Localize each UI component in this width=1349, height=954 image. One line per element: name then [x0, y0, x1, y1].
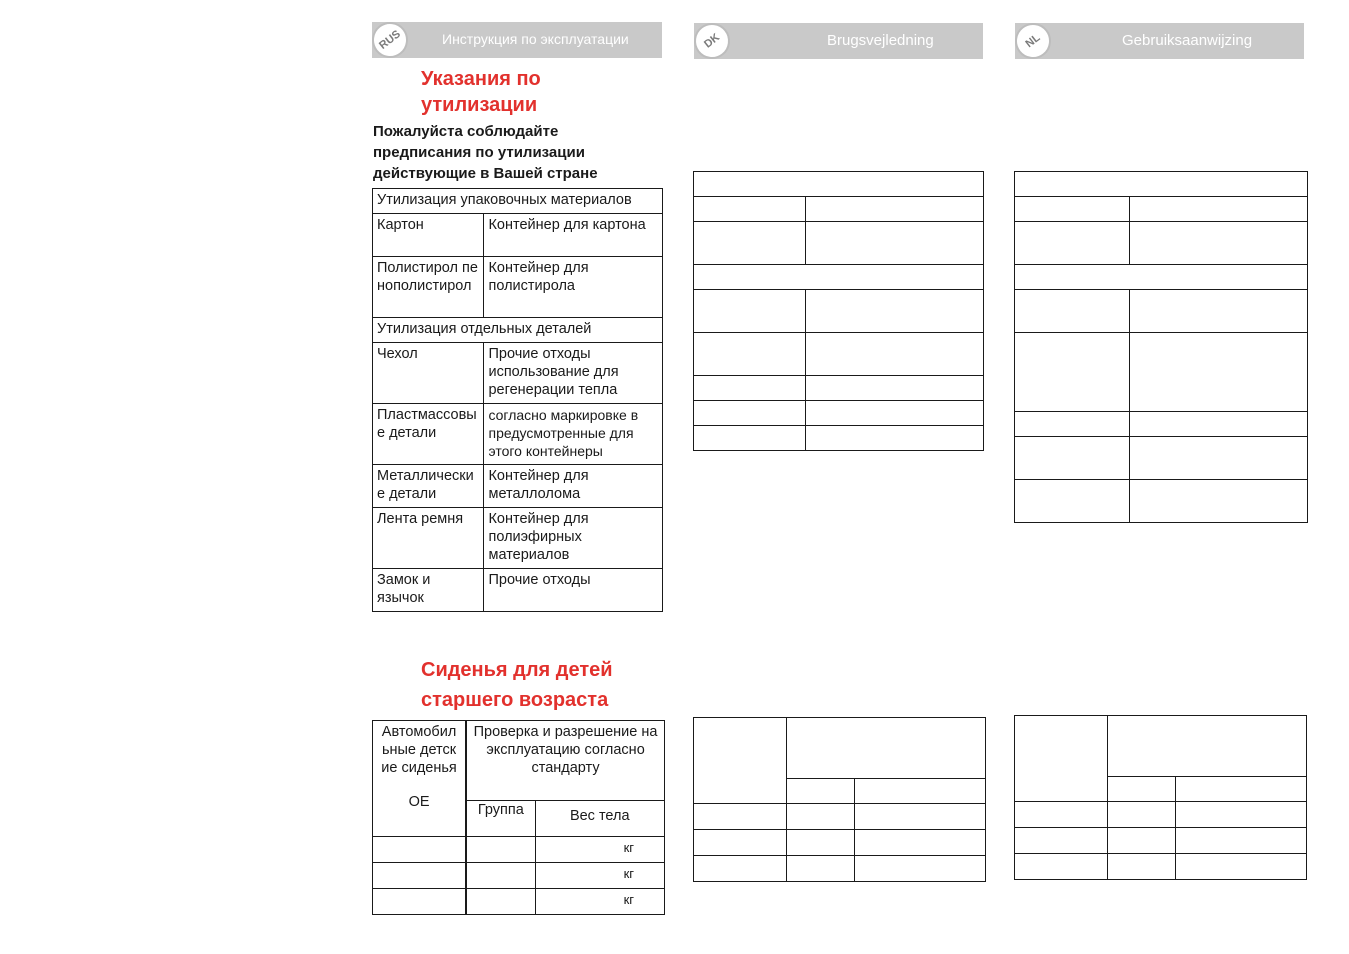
empty-cell: [1129, 333, 1307, 412]
empty-cell: [1015, 265, 1308, 290]
disposal-table-rus: [372, 188, 663, 612]
empty-cell: [1015, 412, 1130, 437]
disposal-table-nl: [1014, 171, 1308, 523]
empty-cell: [1015, 172, 1308, 197]
empty-cell: [1015, 333, 1130, 412]
unit-cell: кг: [535, 837, 665, 863]
empty-cell: [1107, 716, 1306, 777]
empty-cell: [1129, 197, 1307, 222]
empty-cell: [855, 804, 986, 830]
empty-cell: [805, 333, 983, 376]
empty-cell: [466, 889, 535, 915]
empty-cell: [1015, 802, 1108, 828]
header-rus: [372, 22, 662, 58]
empty-cell: [1129, 222, 1307, 265]
empty-cell: [1015, 197, 1130, 222]
disposal-cell: Контейнер для полистирола: [484, 257, 663, 318]
header-dk: [694, 23, 983, 59]
empty-cell: [855, 856, 986, 882]
empty-cell: [694, 830, 787, 856]
empty-cell: [1107, 854, 1176, 880]
empty-cell: [1129, 412, 1307, 437]
empty-cell: [786, 856, 855, 882]
empty-cell: [786, 830, 855, 856]
language-badge-dk: DK: [687, 16, 738, 67]
empty-cell: [1015, 480, 1130, 523]
empty-cell: [694, 290, 806, 333]
seats-table-dk: [693, 717, 986, 882]
empty-cell: [1129, 437, 1307, 480]
empty-cell: [1176, 854, 1307, 880]
header-title-nl: Gebruiksaanwijzing: [1122, 32, 1253, 49]
seat-type-header: Автомобильные детские сиденья OE: [373, 721, 467, 837]
seats-heading: Сиденья для детей старшего возраста: [421, 659, 613, 711]
header-title-rus: Инструкция по эксплуатации: [442, 31, 629, 47]
material-cell: Чехол: [373, 343, 484, 404]
empty-cell: [694, 376, 806, 401]
empty-cell: [466, 837, 535, 863]
empty-cell: [786, 779, 855, 804]
empty-cell: [694, 856, 787, 882]
empty-cell: [694, 333, 806, 376]
empty-cell: [1107, 777, 1176, 802]
language-badge-rus: RUS: [365, 15, 416, 66]
empty-cell: [1015, 854, 1108, 880]
disposal-heading: Указания по утилизации: [421, 68, 541, 116]
material-cell: Картон: [373, 214, 484, 257]
empty-cell: [855, 830, 986, 856]
empty-cell: [1107, 802, 1176, 828]
empty-cell: [1176, 828, 1307, 854]
material-cell: Замок и язычок: [373, 569, 484, 612]
parts-header: Утилизация отдельных деталей: [373, 318, 663, 343]
material-cell: Лента ремня: [373, 508, 484, 569]
disposal-intro: Пожалуйста соблюдайте предписания по утилизации действующие в Вашей стране: [373, 123, 598, 182]
empty-cell: [1015, 222, 1130, 265]
empty-cell: [694, 265, 984, 290]
disposal-cell: Контейнер для картона: [484, 214, 663, 257]
material-cell: Металлические детали: [373, 465, 484, 508]
language-badge-nl: NL: [1008, 16, 1059, 67]
empty-cell: [694, 172, 984, 197]
disposal-cell: Контейнер для металлолома: [484, 465, 663, 508]
empty-cell: [1015, 828, 1108, 854]
empty-cell: [1129, 480, 1307, 523]
empty-cell: [694, 426, 806, 451]
empty-cell: [1176, 802, 1307, 828]
empty-cell: [373, 889, 467, 915]
material-cell: Полистирол пенополистирол: [373, 257, 484, 318]
empty-cell: [694, 197, 806, 222]
unit-cell: кг: [535, 863, 665, 889]
weight-label: Вес тела: [535, 801, 665, 837]
empty-cell: [805, 426, 983, 451]
empty-cell: [373, 863, 467, 889]
empty-cell: [805, 401, 983, 426]
packaging-header: Утилизация упаковочных материалов: [373, 189, 663, 214]
disposal-cell: Прочие отходы использование для регенерации тепла: [484, 343, 663, 404]
empty-cell: [1176, 777, 1307, 802]
empty-cell: [694, 804, 787, 830]
disposal-cell: согласно маркировке в предусмотренные для этого контейнеры: [484, 404, 663, 465]
empty-cell: [786, 718, 985, 779]
header-title-dk: Brugsvejledning: [827, 32, 934, 49]
empty-cell: [1015, 290, 1130, 333]
seats-table-rus: [372, 720, 665, 915]
material-cell: Пластмассовые детали: [373, 404, 484, 465]
empty-cell: [1015, 716, 1108, 802]
empty-cell: [1129, 290, 1307, 333]
approval-header: Проверка и разрешение на эксплуатацию согласно стандарту: [466, 721, 664, 801]
empty-cell: [1107, 828, 1176, 854]
empty-cell: [805, 197, 983, 222]
empty-cell: [694, 718, 787, 804]
empty-cell: [373, 837, 467, 863]
disposal-table-dk: [693, 171, 984, 451]
empty-cell: [786, 804, 855, 830]
group-label: Группа: [466, 801, 535, 837]
empty-cell: [855, 779, 986, 804]
empty-cell: [805, 376, 983, 401]
empty-cell: [1015, 437, 1130, 480]
header-nl: [1015, 23, 1304, 59]
empty-cell: [805, 222, 983, 265]
disposal-cell: Контейнер для полиэфирных материалов: [484, 508, 663, 569]
disposal-cell: Прочие отходы: [484, 569, 663, 612]
empty-cell: [694, 222, 806, 265]
empty-cell: [805, 290, 983, 333]
empty-cell: [694, 401, 806, 426]
seats-table-nl: [1014, 715, 1307, 880]
empty-cell: [466, 863, 535, 889]
unit-cell: кг: [535, 889, 665, 915]
